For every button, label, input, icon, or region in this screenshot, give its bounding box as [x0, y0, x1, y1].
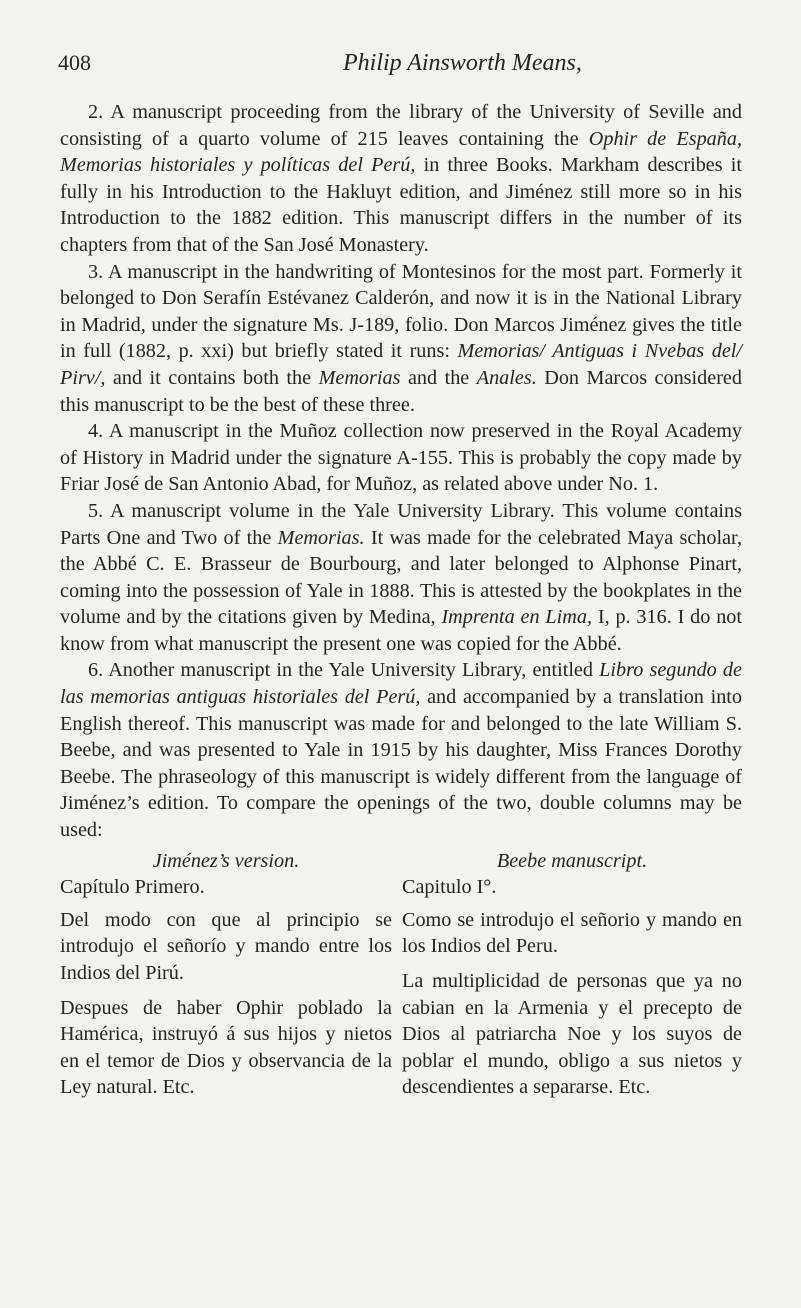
page-number: 408	[58, 50, 91, 75]
column-paragraph: Como se introdujo el señorio y mando en los Indios del Peru.	[402, 908, 742, 958]
text-run: It was made for the celebrated Maya scholar, the Abbé C. E. Brasseur de Bourbourg, and later belonged to Alphonse Pinart, coming into the possession of Yale in 1888. This is attested by the bookplates in the volume and by the citations given by Medina,	[60, 526, 742, 629]
paragraph	[60, 498, 742, 658]
italic-text: Imprenta en Lima,	[441, 606, 592, 629]
page-header	[0, 50, 801, 90]
italic-text: Memorias.	[277, 526, 365, 549]
column-paragraph: La multiplicidad de personas que ya no cabian en la Armenia y el precepto de Dios al patriarcha Noe y los suyos de poblar el mundo, obligo a sus nietos y descendientes a separarse. Etc.	[402, 970, 742, 1099]
text-run: 2. A manuscript proceeding from the library of the University of Seville and consisting of a quarto volume of 215 leaves containing the	[60, 101, 742, 150]
text-run: 6. Another manuscript in the Yale University Library, entitled	[88, 659, 600, 682]
italic-text: Libro segundo de las memorias antiguas historiales del Perú,	[60, 659, 742, 709]
column-beebe	[402, 848, 742, 1109]
column-paragraph: Del modo con que al principio se introdujo el señorío y mando entre los Indios del Pirú.	[60, 908, 392, 984]
text-run: 5. A manuscript volume in the Yale University Library. This volume contains Parts One and Two of the	[60, 499, 742, 549]
text-run: I, p. 316. I do not know from what manuscript the present one was copied for the Abbé.	[60, 606, 742, 655]
page-body	[60, 99, 742, 1109]
column-title: Beebe manuscript.	[496, 849, 648, 872]
text-run: 3. A manuscript in the handwriting of Montesinos for the most part. Formerly it belonged to Don Serafín Estévanez Calderón, and now it is in the National Library in Madrid, under the signature Ms. J-189, folio. Don Marcos Jiménez gives the title in full (1882, p. xxi) but briefly stated it runs:	[60, 260, 742, 363]
column-heading: Capítulo Primero.	[60, 876, 205, 899]
column-title: Jiménez’s version.	[152, 849, 300, 872]
paragraph	[60, 418, 742, 498]
text-run: Don Marcos considered this manuscript to be the best of these three.	[60, 366, 742, 416]
paragraph	[60, 259, 742, 419]
italic-text: Anales.	[476, 366, 537, 389]
column-jimenez	[60, 848, 392, 1109]
comparison-columns	[60, 848, 742, 1109]
text-run: in three Books. Markham describes it fully in his Introduction to the Hakluyt edition, and Jiménez still more so in his Introduction to the 1882 edition. This manuscript differs in the number of its chapters from that of the San José Monastery.	[60, 154, 742, 256]
italic-text: Memorias	[318, 366, 401, 389]
text-run: and the	[400, 366, 477, 389]
text-run: and accompanied by a translation into English thereof. This manuscript was made for and belonged to the late William S. Beebe, and was presented to Yale in 1915 by his daughter, Miss Frances Dorothy Beebe. The phraseology of this manuscript is widely different from the language of Jiménez’s edition. To compare the openings of the two, double columns may be used:	[60, 686, 742, 842]
italic-text: Memorias/ Antiguas i Nvebas del/ Pirv/,	[60, 340, 743, 389]
italic-text: Ophir de España, Memorias historiales y políticas del Perú,	[60, 127, 742, 177]
paragraph	[60, 99, 742, 259]
paragraph	[60, 657, 742, 843]
paragraphs	[60, 99, 742, 844]
text-run: and it contains both the	[105, 366, 319, 389]
column-heading: Capitulo I°.	[402, 876, 497, 899]
column-paragraph: Despues de haber Ophir poblado la Hamérica, instruyó á sus hijos y nietos en el temor de Dios y observancia de la Ley natural. Etc.	[60, 996, 392, 1099]
text-run: 4. A manuscript in the Muñoz collection now preserved in the Royal Academy of History in Madrid under the signature A-155. This is probably the copy made by Friar José de San Antonio Abad, for Muñoz, as related above under No. 1.	[60, 420, 742, 496]
running-head: Philip Ainsworth Means,	[343, 50, 582, 76]
